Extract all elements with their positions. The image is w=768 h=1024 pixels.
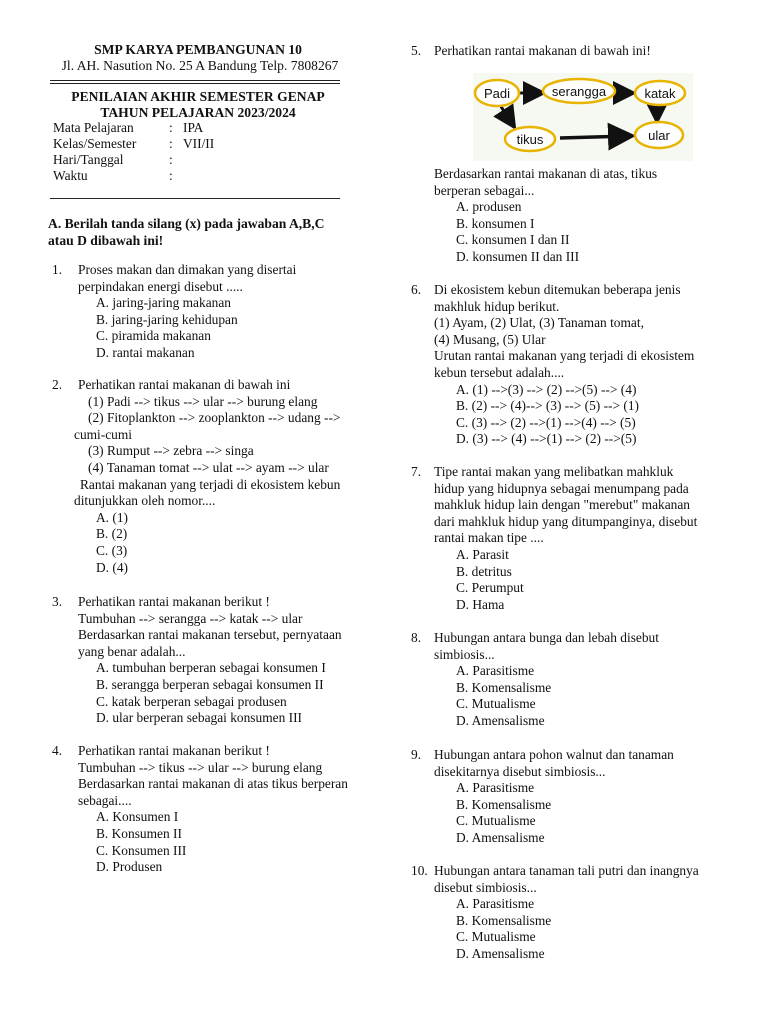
node-label-katak: katak <box>644 86 676 101</box>
answer-option: D. Amensalisme <box>456 829 545 845</box>
answer-option: D. (3) --> (4) -->(1) --> (2) -->(5) <box>456 431 637 447</box>
question-text: Berdasarkan rantai makanan di atas tikus berperan <box>78 776 348 792</box>
food-chain-item: (4) Tanaman tomat --> ulat --> ayam --> ular <box>88 459 329 475</box>
question-2 <box>52 377 357 576</box>
answer-option: A. tumbuhan berperan sebagai konsumen I <box>96 660 326 676</box>
question-3 <box>52 594 357 727</box>
node-label-tikus: tikus <box>516 132 544 147</box>
question-10 <box>411 863 741 963</box>
answer-option: A. Parasitisme <box>456 780 535 796</box>
answer-option: B. konsumen I <box>456 215 535 231</box>
question-text: berperan sebagai... <box>434 182 535 198</box>
question-text: yang benar adalah... <box>78 643 186 659</box>
question-6 <box>411 282 731 448</box>
question-number: 4. <box>52 743 63 758</box>
exam-title: PENILAIAN AKHIR SEMESTER GENAP <box>71 89 325 104</box>
answer-option: D. rantai makanan <box>96 344 195 360</box>
question-text: perpindakan energi disebut ..... <box>78 278 243 294</box>
question-text: Berdasarkan rantai makanan di atas, tikus <box>434 166 658 181</box>
question-number: 3. <box>52 594 63 609</box>
answer-option: C. Mutualisme <box>456 929 536 945</box>
answer-option: C. Konsumen III <box>96 842 187 858</box>
question-1 <box>52 262 352 362</box>
question-text: Tumbuhan --> serangga --> katak --> ular <box>78 610 303 626</box>
question-text: kebun tersebut adalah.... <box>434 364 565 380</box>
header-bottom-divider <box>50 198 340 199</box>
food-chain-item: (2) Fitoplankton --> zooplankton --> udang --> <box>88 410 341 426</box>
answer-option: A. (1) -->(3) --> (2) -->(5) --> (4) <box>456 381 637 397</box>
question-7 <box>411 464 731 613</box>
info-row-time: Waktu : <box>53 168 173 183</box>
question-number: 5. <box>411 43 422 58</box>
question-number: 9. <box>411 747 422 762</box>
question-number: 10. <box>411 863 428 878</box>
node-label-ular: ular <box>648 128 670 143</box>
question-text: makhluk hidup berikut. <box>434 298 560 314</box>
section-a-instruction: A. Berilah tanda silang (x) pada jawaban A,B,C atau D dibawah ini! <box>48 216 325 248</box>
question-text: (1) Ayam, (2) Ulat, (3) Tanaman tomat, <box>434 315 644 331</box>
question-9 <box>411 747 731 847</box>
answer-option: A. Parasitisme <box>456 896 535 912</box>
question-number: 2. <box>52 377 63 392</box>
question-text: Perhatikan rantai makanan berikut ! <box>78 743 270 758</box>
question-text: rantai makan tipe .... <box>434 530 544 546</box>
question-text: Hubungan antara bunga dan lebah disebut <box>434 630 659 645</box>
answer-option: D. (4) <box>96 559 128 575</box>
question-number: 6. <box>411 282 422 297</box>
answer-option: D. Produsen <box>96 859 163 875</box>
info-label: Hari/Tanggal <box>53 152 124 167</box>
answer-option: A. (1) <box>96 509 128 525</box>
answer-option: A. jaring-jaring makanan <box>96 295 231 311</box>
food-chain-item: (3) Rumput --> zebra --> singa <box>88 443 254 459</box>
question-number: 7. <box>411 464 422 479</box>
answer-option: B. Komensalisme <box>456 796 552 812</box>
food-chain-item: cumi-cumi <box>74 426 133 442</box>
info-value: VII/II <box>183 136 215 151</box>
info-row-subject: Mata Pelajaran : IPA <box>53 120 204 135</box>
question-text: ditunjukkan oleh nomor.... <box>74 493 216 509</box>
answer-option: A. Parasit <box>456 546 509 562</box>
question-4 <box>52 743 362 876</box>
answer-option: D. Hama <box>456 596 505 612</box>
question-number: 8. <box>411 630 422 645</box>
exam-year: TAHUN PELAJARAN 2023/2024 <box>100 105 296 120</box>
node-label-serangga: serangga <box>551 84 607 99</box>
answer-option: A. produsen <box>456 199 522 215</box>
info-label: Mata Pelajaran <box>53 120 134 135</box>
question-5 <box>411 43 731 60</box>
header-divider <box>50 80 340 81</box>
answer-option: C. (3) <box>96 542 128 558</box>
question-text: Perhatikan rantai makanan di bawah ini <box>78 377 291 392</box>
question-text: disebut simbiosis... <box>434 879 537 895</box>
answer-option: C. piramida makanan <box>96 328 211 344</box>
answer-option: D. Amensalisme <box>456 945 545 961</box>
info-row-date: Hari/Tanggal : <box>53 152 173 167</box>
question-text: sebagai.... <box>78 792 132 808</box>
question-text: Tumbuhan --> tikus --> ular --> burung elang <box>78 759 323 775</box>
answer-option: D. Amensalisme <box>456 712 545 728</box>
question-text: Tipe rantai makan yang melibatkan mahkluk <box>434 464 674 479</box>
answer-option: D. ular berperan sebagai konsumen III <box>96 710 302 726</box>
answer-option: D. konsumen II dan III <box>456 248 580 264</box>
question-number: 1. <box>52 262 63 277</box>
question-text: Hubungan antara tanaman tali putri dan inangnya <box>434 863 699 878</box>
question-text: Perhatikan rantai makanan di bawah ini! <box>434 43 651 58</box>
info-row-class: Kelas/Semester : VII/II <box>53 136 215 151</box>
answer-option: B. (2) <box>96 526 128 542</box>
question-5-continued <box>434 166 734 266</box>
question-text: Rantai makanan yang terjadi di ekosistem kebun <box>80 476 341 492</box>
question-text: disekitarnya disebut simbiosis... <box>434 763 606 779</box>
arrow-icon <box>560 136 629 138</box>
question-text: dari mahkluk hidup yang ditumpanginya, disebut <box>434 513 698 529</box>
question-text: simbiosis... <box>434 646 495 662</box>
answer-option: B. detritus <box>456 563 512 579</box>
question-text: Urutan rantai makanan yang terjadi di ekosistem <box>434 348 695 364</box>
answer-option: B. Komensalisme <box>456 912 552 928</box>
answer-option: C. (3) --> (2) -->(1) -->(4) --> (5) <box>456 414 636 430</box>
info-label: Kelas/Semester <box>53 136 137 151</box>
question-text: Proses makan dan dimakan yang disertai <box>78 262 297 277</box>
info-label: Waktu <box>53 168 88 183</box>
answer-option: B. jaring-jaring kehidupan <box>96 311 238 327</box>
answer-option: B. (2) --> (4)--> (3) --> (5) --> (1) <box>456 398 640 414</box>
answer-option: B. Komensalisme <box>456 679 552 695</box>
school-address: Jl. AH. Nasution No. 25 A Bandung Telp. 7808267 <box>61 58 339 73</box>
arrow-icon <box>500 105 513 125</box>
question-text: Di ekosistem kebun ditemukan beberapa jenis <box>434 282 681 297</box>
question-text: Hubungan antara pohon walnut dan tanaman <box>434 747 674 762</box>
answer-option: C. Mutualisme <box>456 813 536 829</box>
answer-option: A. Konsumen I <box>96 809 179 825</box>
question-text: mahkluk hidup lain dengan "merebut" makanan <box>434 497 690 513</box>
question-text: Berdasarkan rantai makanan tersebut, pernyataan <box>78 627 342 643</box>
answer-option: A. Parasitisme <box>456 663 535 679</box>
answer-option: B. serangga berperan sebagai konsumen II <box>96 676 324 692</box>
food-chain-diagram <box>473 73 693 161</box>
school-name: SMP KARYA PEMBANGUNAN 10 <box>94 42 302 57</box>
node-label-padi: Padi <box>483 86 511 101</box>
info-value: IPA <box>183 120 204 135</box>
question-text: hidup yang hidupnya sebagai menumpang pada <box>434 480 689 496</box>
answer-option: B. Konsumen II <box>96 825 182 841</box>
question-text: Perhatikan rantai makanan berikut ! <box>78 594 270 609</box>
answer-option: C. konsumen I dan II <box>456 232 570 248</box>
answer-option: C. Mutualisme <box>456 696 536 712</box>
header-divider <box>50 83 340 84</box>
question-8 <box>411 630 731 730</box>
answer-option: C. katak berperan sebagai produsen <box>96 693 287 709</box>
answer-option: C. Perumput <box>456 580 524 596</box>
food-chain-item: (1) Padi --> tikus --> ular --> burung elang <box>88 393 318 409</box>
question-text: (4) Musang, (5) Ular <box>434 331 546 347</box>
